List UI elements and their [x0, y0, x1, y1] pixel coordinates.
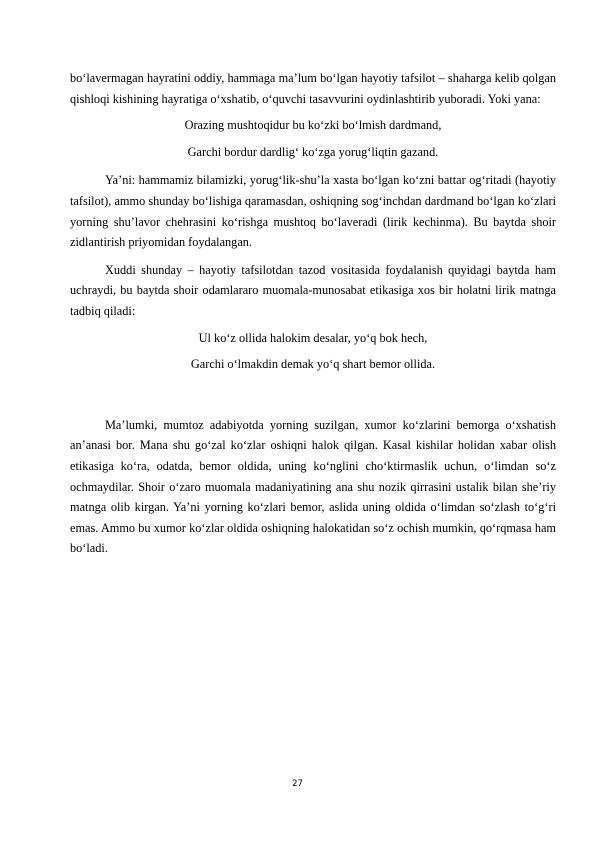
- document-page: [70, 68, 556, 559]
- verse-2-line-2: Garchi o‘lmakdin demak yo‘q shart bemor ollida.: [190, 357, 436, 372]
- verse-1-line-1: Orazing mushtoqidur bu ko‘zki bo‘lmish dardmand,: [184, 118, 442, 133]
- paragraph-2: Ya’ni: hammamiz bilamizki, yorug‘lik-shu’la xasta bo‘lgan ko‘zni battar og‘ritadi (hayotiy tafsilot), ammo shunday bo‘lishiga qaramasdan, oshiqning sog‘inchdan dardmand bo‘lgan ko‘zlari yorning shu’lavor chehrasini ko‘rishga mushtoq bo‘laveradi (lirik kechinma). Bu baytda shoir zidlantirish priyomidan foydalangan.: [70, 173, 556, 250]
- blank-space: [70, 375, 556, 415]
- paragraph-4: Ma’lumki, mumtoz adabiyotda yorning suzilgan, xumor ko‘zlarini bemorga o‘xshatish an’anasi bor. Mana shu go‘zal ko‘zlar oshiqni halok qilgan. Kasal kishilar holidan xabar olish etikasiga ko‘ra, odatda, bemor oldida, uning ko‘nglini cho‘ktirmaslik uchun, o‘limdan so‘z ochmaydilar. Shoir o‘zaro muomala madaniyatining ana shu nozik qirrasini ustalik bilan she’riy matnga olib kirgan. Ya’ni yorning ko‘zlari bemor, aslida uning oldida o‘limdan so‘zlash to‘g‘ri emas. Ammo bu xumor ko‘zlar oldida oshiqning halokatidan so‘z ochish mumkin, qo‘rqmasa ham bo‘ladi.: [70, 417, 556, 556]
- verse-2-line-1: Ul ko‘z ollida halokim desalar, yo‘q bok hech,: [198, 330, 428, 345]
- paragraph-3: Xuddi shunday – hayotiy tafsilotdan tazod vositasida foydalanish quyidagi baytda ham uchraydi, bu baytda shoir odamlararo muomala-munosabat etikasiga xos bir holatni lirik matnga tadbiq qiladi:: [70, 262, 556, 318]
- verse-1-line-2: Garchi bordur dardlig‘ ko‘zga yorug‘liqtin gazand.: [187, 144, 439, 159]
- page-number: 27: [292, 779, 303, 789]
- paragraph-1: bo‘lavermagan hayratini oddiy, hammaga ma’lum bo‘lgan hayotiy tafsilot – shaharga kelib qolgan qishloqi kishining hayratiga o‘xshatib, o‘quvchi tasavvurini oydinlashtirib yuboradi. Yoki yana:: [70, 71, 556, 106]
